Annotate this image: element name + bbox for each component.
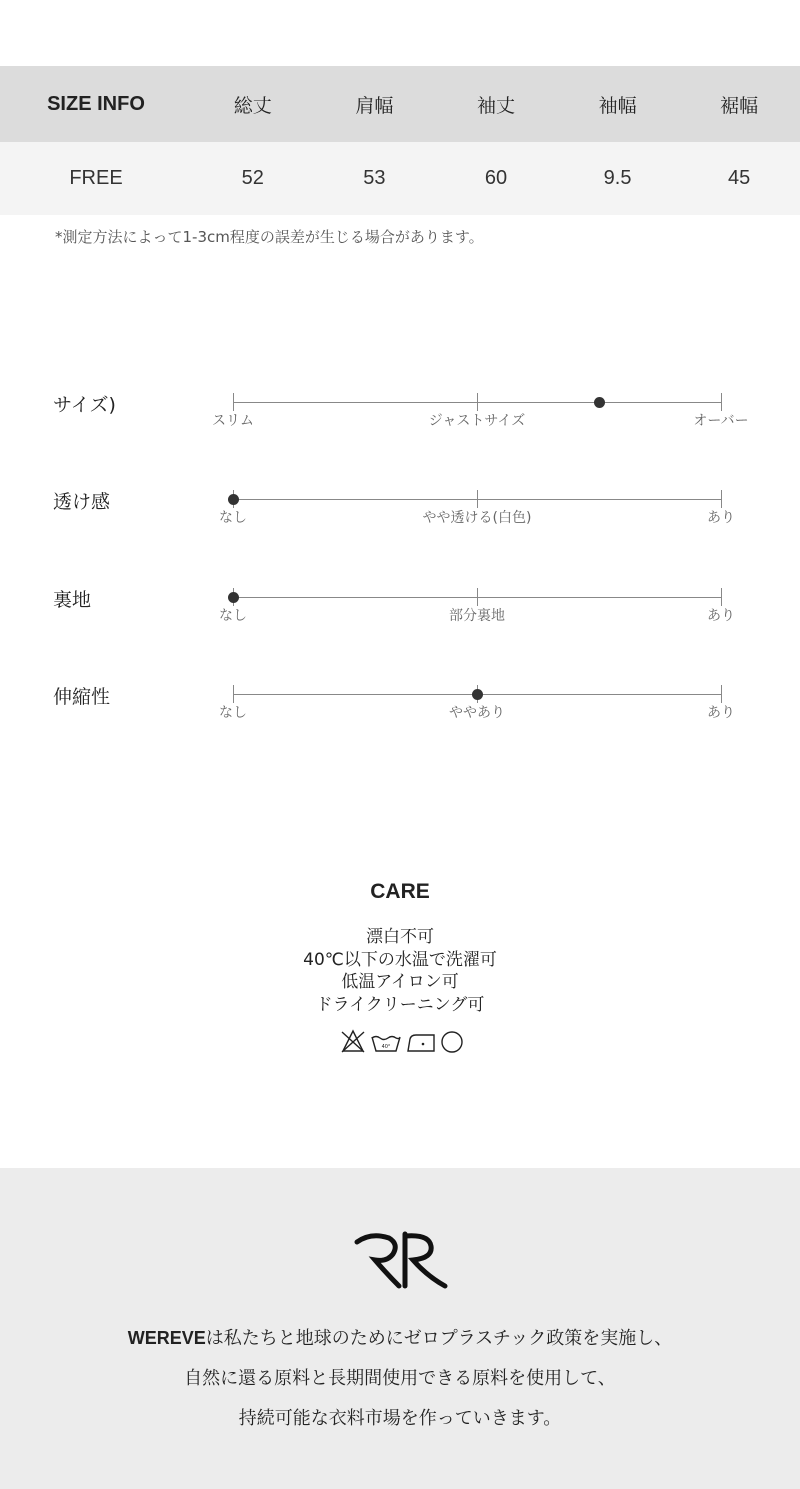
care-instructions <box>0 926 800 1016</box>
scale-tick-size-fit-1 <box>477 393 478 411</box>
scale-tick-size-fit-0 <box>233 393 234 411</box>
care-line-bleach: 漂白不可 <box>366 927 434 947</box>
brand-statement <box>0 1318 800 1439</box>
brand-statement-line-1: WEREVEは私たちと地球のためにゼロプラスチック政策を実施し、 <box>127 1328 673 1349</box>
brand-footer <box>0 1168 800 1489</box>
size-header-title: SIZE INFO <box>47 92 145 115</box>
scale-left-label-size-fit: スリム <box>212 413 254 429</box>
size-value-length: 52 <box>241 167 264 189</box>
brand-name: WEREVE <box>127 1328 206 1348</box>
scale-right-label-lining: あり <box>707 608 735 624</box>
size-header-sleeve-length: 袖丈 <box>476 94 515 117</box>
size-header-sleeve-width: 袖幅 <box>598 94 637 117</box>
wash-temp-label: 40° <box>381 1044 391 1050</box>
scale-tick-stretch-2 <box>721 685 722 703</box>
wereve-logo-icon <box>353 1230 449 1290</box>
scale-right-label-size-fit: オーバー <box>693 413 749 429</box>
scale-tick-lining-1 <box>477 588 478 606</box>
scale-middle-label-size-fit: ジャストサイズ <box>428 413 526 429</box>
scale-right-label-sheerness: あり <box>707 510 735 526</box>
brand-statement-line-3: 持続可能な衣料市場を作っていきます。 <box>238 1408 562 1429</box>
size-table-header <box>0 66 800 142</box>
scale-tick-sheerness-2 <box>721 490 722 508</box>
scale-left-label-stretch: なし <box>219 705 247 721</box>
scale-middle-label-lining: 部分裏地 <box>449 608 505 624</box>
care-line-dry-clean: ドライクリーニング可 <box>315 994 485 1015</box>
scale-marker-stretch <box>472 689 483 700</box>
size-value-sleeve-length: 60 <box>484 167 508 189</box>
scale-marker-sheerness <box>228 494 239 505</box>
care-line-iron: 低温アイロン可 <box>341 972 459 992</box>
size-header-hem-width: 裾幅 <box>720 94 759 117</box>
dry-clean-icon <box>442 1032 462 1052</box>
size-value-size: FREE <box>69 167 123 189</box>
scale-right-label-stretch: あり <box>707 705 735 721</box>
scale-marker-size-fit <box>594 397 605 408</box>
scale-label-lining: 裏地 <box>53 589 92 611</box>
care-title: CARE <box>370 880 430 903</box>
care-line-wash: 40℃以下の水温で洗濯可 <box>303 949 497 970</box>
scale-tick-stretch-0 <box>233 685 234 703</box>
size-value-shoulder: 53 <box>363 167 386 189</box>
scale-tick-size-fit-2 <box>721 393 722 411</box>
size-header-length: 総丈 <box>233 94 272 117</box>
measurement-note: *測定方法によって1-3cm程度の誤差が生じる場合があります。 <box>55 228 484 246</box>
size-value-hem-width: 45 <box>728 167 751 189</box>
scale-middle-label-sheerness: やや透ける(白色) <box>422 510 532 526</box>
scale-left-label-sheerness: なし <box>219 510 247 526</box>
scale-left-label-lining: なし <box>219 608 247 624</box>
care-icons <box>340 1027 464 1055</box>
scale-label-size-fit: サイズ) <box>53 394 116 416</box>
brand-statement-line-2: 自然に還る原料と長期間使用できる原料を使用して、 <box>184 1368 616 1389</box>
size-value-sleeve-width: 9.5 <box>603 167 632 189</box>
size-header-shoulder: 肩幅 <box>355 94 394 117</box>
size-table-row <box>0 142 800 215</box>
wash-40-icon <box>372 1037 400 1052</box>
scale-label-sheerness: 透け感 <box>53 491 111 513</box>
scale-tick-sheerness-1 <box>477 490 478 508</box>
no-bleach-icon <box>342 1031 364 1052</box>
low-iron-icon <box>408 1035 434 1051</box>
scale-marker-lining <box>228 592 239 603</box>
scale-middle-label-stretch: ややあり <box>449 705 505 721</box>
scale-label-stretch: 伸縮性 <box>53 686 111 708</box>
scale-tick-lining-2 <box>721 588 722 606</box>
size-table <box>0 66 800 215</box>
